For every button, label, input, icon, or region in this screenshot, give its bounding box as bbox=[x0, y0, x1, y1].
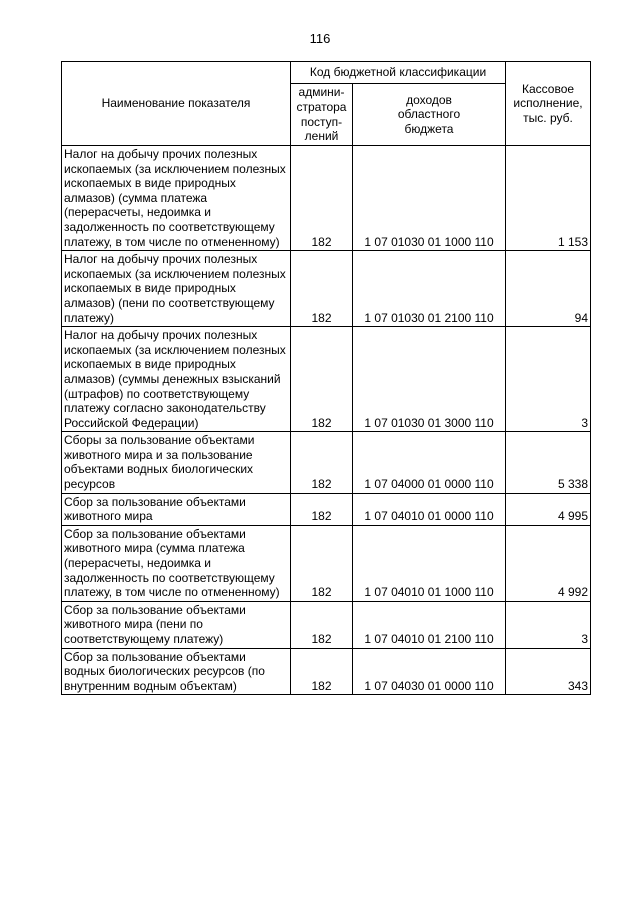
row-name: Сбор за пользование объектами животного мира bbox=[62, 493, 291, 525]
header-classification: Код бюджетной классификации bbox=[291, 62, 506, 84]
row-amount: 5 338 bbox=[506, 432, 591, 493]
row-admin-code: 182 bbox=[291, 525, 353, 601]
row-name: Сбор за пользование объектами животного мира (пени по соответствующему платежу) bbox=[62, 601, 291, 648]
row-admin-code: 182 bbox=[291, 432, 353, 493]
row-admin-code: 182 bbox=[291, 146, 353, 251]
row-income-code: 1 07 04000 01 0000 110 bbox=[353, 432, 506, 493]
row-name: Сборы за пользование объектами животного мира и за пользование объектами водных биологических ресурсов bbox=[62, 432, 291, 493]
table-row bbox=[62, 601, 591, 648]
row-admin-code: 182 bbox=[291, 493, 353, 525]
row-amount: 343 bbox=[506, 648, 591, 695]
header-amount: Кассовое исполнение, тыс. руб. bbox=[506, 62, 591, 146]
row-income-code: 1 07 04010 01 1000 110 bbox=[353, 525, 506, 601]
row-admin-code: 182 bbox=[291, 601, 353, 648]
budget-table bbox=[61, 61, 591, 695]
row-amount: 4 992 bbox=[506, 525, 591, 601]
row-income-code: 1 07 04010 01 2100 110 bbox=[353, 601, 506, 648]
row-amount: 4 995 bbox=[506, 493, 591, 525]
row-name: Налог на добычу прочих полезных ископаемых (за исключением полезных ископаемых в виде природных алмазов) (сумма платежа (перерасчеты, недоимка и задолженность по соответствующему платежу, в том числе по отмененному) bbox=[62, 146, 291, 251]
row-admin-code: 182 bbox=[291, 251, 353, 327]
row-name: Сбор за пользование объектами животного мира (сумма платежа (перерасчеты, недоимка и задолженность по соответствующему платежу, в том числе по отмененному) bbox=[62, 525, 291, 601]
row-name: Налог на добычу прочих полезных ископаемых (за исключением полезных ископаемых в виде природных алмазов) (пени по соответствующему платежу) bbox=[62, 251, 291, 327]
row-amount: 94 bbox=[506, 251, 591, 327]
table-row bbox=[62, 648, 591, 695]
table-header bbox=[62, 62, 591, 146]
table-row bbox=[62, 327, 591, 432]
row-amount: 1 153 bbox=[506, 146, 591, 251]
page-number: 116 bbox=[309, 31, 331, 46]
row-admin-code: 182 bbox=[291, 648, 353, 695]
row-income-code: 1 07 04030 01 0000 110 bbox=[353, 648, 506, 695]
row-income-code: 1 07 01030 01 1000 110 bbox=[353, 146, 506, 251]
row-amount: 3 bbox=[506, 327, 591, 432]
row-amount: 3 bbox=[506, 601, 591, 648]
table-row bbox=[62, 493, 591, 525]
header-name: Наименование показателя bbox=[62, 62, 291, 146]
row-name: Сбор за пользование объектами водных биологических ресурсов (по внутренним водным объектам) bbox=[62, 648, 291, 695]
table-row bbox=[62, 146, 591, 251]
row-income-code: 1 07 01030 01 3000 110 bbox=[353, 327, 506, 432]
table-body bbox=[62, 146, 591, 695]
header-admin: админи- стратора поступ- лений bbox=[291, 84, 353, 146]
row-admin-code: 182 bbox=[291, 327, 353, 432]
table-row bbox=[62, 525, 591, 601]
row-name: Налог на добычу прочих полезных ископаемых (за исключением полезных ископаемых в виде природных алмазов) (суммы денежных взысканий (штрафов) по соответствующему платежу согласно законодательству Российской Федерации) bbox=[62, 327, 291, 432]
table-row bbox=[62, 251, 591, 327]
table-row bbox=[62, 432, 591, 493]
row-income-code: 1 07 01030 01 2100 110 bbox=[353, 251, 506, 327]
header-income: доходов областного бюджета bbox=[353, 84, 506, 146]
row-income-code: 1 07 04010 01 0000 110 bbox=[353, 493, 506, 525]
